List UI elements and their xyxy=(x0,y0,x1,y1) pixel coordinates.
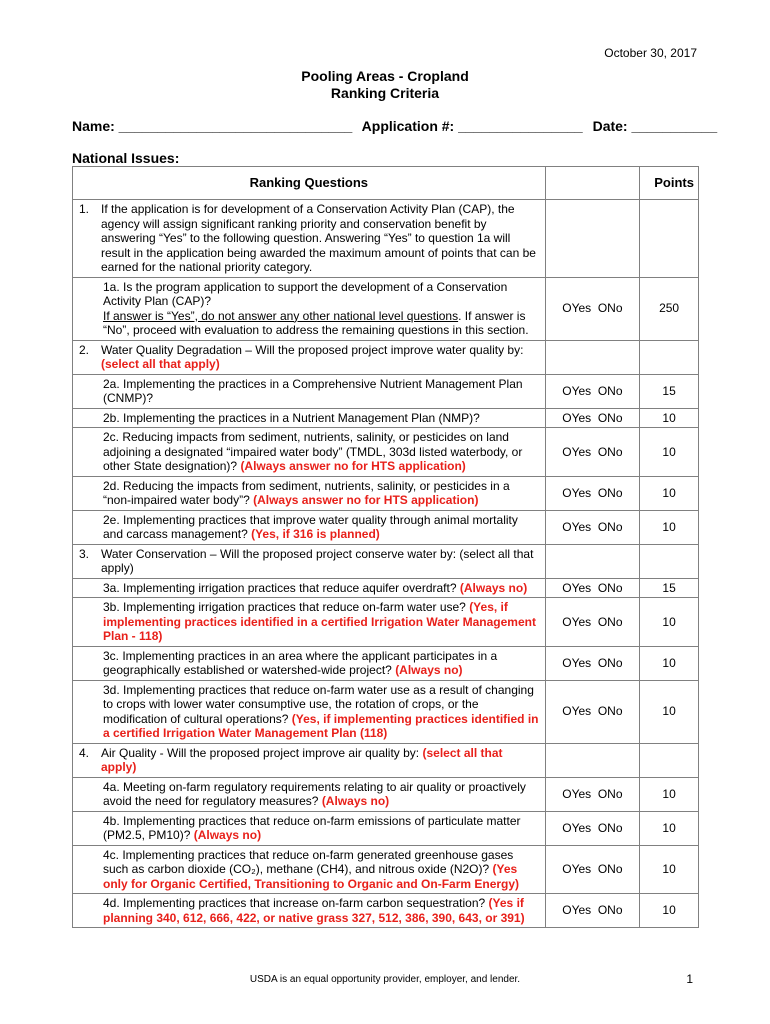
question-3a: 3a. Implementing irrigation practices that reduce aquifer overdraft? (Always no) xyxy=(73,578,546,598)
points-value: 10 xyxy=(640,598,699,647)
points-value: 10 xyxy=(640,476,699,510)
question-1a: 1a. Is the program application to support the development of a Conservation Activity Plan (CAP)? If answer is “Yes”, do not answer any other national level questions. If answer is “No”, proceed with evaluation to address the remaining questions in this section. xyxy=(73,277,546,340)
yes-no-radio[interactable] xyxy=(545,845,640,894)
no-option[interactable]: ONo xyxy=(597,410,623,425)
header-ranking-questions: Ranking Questions xyxy=(73,167,546,200)
table-header-row xyxy=(73,167,699,200)
table-row xyxy=(73,340,699,374)
date-field[interactable]: Date: ___________ xyxy=(592,118,718,134)
question-2c: 2c. Reducing impacts from sediment, nutrients, salinity, or pesticides on land adjoining a designated “impaired water body” (TMDL, 303d listed waterbody, or other State designation)? (Always answer no for HTS application) xyxy=(73,428,546,477)
question-text: If the application is for development of a Conservation Activity Plan (CAP), the agency will assign significant ranking priority and conservation benefit by answering “Yes” to the following question. Answering “Yes” to question 1a will result in the application being awarded the maximum amount of points that can be earned for the national priority category. xyxy=(101,202,536,274)
table-row xyxy=(73,777,699,811)
yes-no-radio[interactable] xyxy=(545,510,640,544)
footer-text: USDA is an equal opportunity provider, employer, and lender. xyxy=(249,974,521,985)
yes-no-radio[interactable] xyxy=(545,476,640,510)
name-field[interactable]: Name: ______________________________ xyxy=(72,118,353,134)
yes-option[interactable]: OYes xyxy=(562,614,592,629)
yes-no-radio[interactable] xyxy=(545,408,640,428)
question-2e: 2e. Implementing practices that improve water quality through animal mortality and carcass management? (Yes, if 316 is planned) xyxy=(73,510,546,544)
yes-option[interactable]: OYes xyxy=(562,301,592,316)
table-row xyxy=(73,811,699,845)
header-answer xyxy=(545,167,640,200)
yes-option[interactable]: OYes xyxy=(562,485,592,500)
no-option[interactable]: ONo xyxy=(597,704,623,719)
question-4a: 4a. Meeting on-farm regulatory requirements relating to air quality or proactively avoid the need for regulatory measures? (Always no) xyxy=(73,777,546,811)
points-value: 250 xyxy=(640,277,699,340)
table-row xyxy=(73,845,699,894)
points-value: 10 xyxy=(640,680,699,743)
table-row xyxy=(73,428,699,477)
table-row xyxy=(73,578,699,598)
question-2b: 2b. Implementing the practices in a Nutrient Management Plan (NMP)? xyxy=(73,408,546,428)
yes-no-radio[interactable] xyxy=(545,680,640,743)
document-date: October 30, 2017 xyxy=(604,46,697,60)
no-option[interactable]: ONo xyxy=(597,580,623,595)
table-row xyxy=(73,476,699,510)
no-option[interactable]: ONo xyxy=(597,444,623,459)
yes-option[interactable]: OYes xyxy=(562,519,592,534)
document-title xyxy=(0,68,770,102)
table-row xyxy=(73,646,699,680)
title-line-2: Ranking Criteria xyxy=(330,85,440,101)
points-value: 15 xyxy=(640,578,699,598)
table-row xyxy=(73,510,699,544)
question-3: 3. Water Conservation – Will the proposed project conserve water by: (select all that apply) xyxy=(73,544,546,578)
yes-option[interactable]: OYes xyxy=(562,704,592,719)
table-row xyxy=(73,408,699,428)
yes-no-radio[interactable] xyxy=(545,811,640,845)
no-option[interactable]: ONo xyxy=(597,485,623,500)
table-row xyxy=(73,894,699,928)
no-option[interactable]: ONo xyxy=(597,519,623,534)
table-row xyxy=(73,598,699,647)
points-value: 10 xyxy=(640,510,699,544)
yes-no-radio[interactable] xyxy=(545,277,640,340)
application-number-field[interactable]: Application #: ________________ xyxy=(361,118,583,134)
yes-no-radio[interactable] xyxy=(545,598,640,647)
question-number: 1. xyxy=(79,202,90,216)
section-heading: National Issues: xyxy=(72,150,180,166)
points-value: 10 xyxy=(640,777,699,811)
table-row xyxy=(73,544,699,578)
points-value: 10 xyxy=(640,811,699,845)
yes-option[interactable]: OYes xyxy=(562,903,592,918)
table-row xyxy=(73,277,699,340)
yes-option[interactable]: OYes xyxy=(562,862,592,876)
points-value: 10 xyxy=(640,845,699,894)
no-option[interactable]: ONo xyxy=(597,614,623,629)
points-value: 10 xyxy=(640,408,699,428)
table-row xyxy=(73,680,699,743)
question-2d: 2d. Reducing the impacts from sediment, nutrients, salinity, or pesticides in a “non-impaired water body”? (Always answer no for HTS application) xyxy=(73,476,546,510)
points-value: 10 xyxy=(640,646,699,680)
yes-option[interactable]: OYes xyxy=(562,410,592,425)
question-2: 2. Water Quality Degradation – Will the proposed project improve water quality by: (select all that apply) xyxy=(73,340,546,374)
table-row xyxy=(73,200,699,278)
no-option[interactable]: ONo xyxy=(597,820,623,835)
yes-option[interactable]: OYes xyxy=(562,383,592,398)
yes-no-radio[interactable] xyxy=(545,578,640,598)
points-value: 10 xyxy=(640,894,699,928)
question-2a: 2a. Implementing the practices in a Comprehensive Nutrient Management Plan (CNMP)? xyxy=(73,374,546,408)
no-option[interactable]: ONo xyxy=(597,655,623,670)
no-option[interactable]: ONo xyxy=(597,301,623,316)
ranking-table xyxy=(72,166,699,928)
yes-option[interactable]: OYes xyxy=(562,580,592,595)
yes-option[interactable]: OYes xyxy=(562,786,592,801)
yes-option[interactable]: OYes xyxy=(562,655,592,670)
no-option[interactable]: ONo xyxy=(597,383,623,398)
no-option[interactable]: ONo xyxy=(597,786,623,801)
no-option[interactable]: ONo xyxy=(597,903,623,918)
question-4c: 4c. Implementing practices that reduce on-farm generated greenhouse gases such as carbon dioxide (CO₂), methane (CH4), and nitrous oxide (N2O)? (Yes only for Organic Certified, Transitioning to Organic and On-Farm Energy) xyxy=(73,845,546,894)
table-row xyxy=(73,743,699,777)
question-4: 4. Air Quality - Will the proposed project improve air quality by: (select all that apply) xyxy=(73,743,546,777)
question-4b: 4b. Implementing practices that reduce on-farm emissions of particulate matter (PM2.5, PM10)? (Always no) xyxy=(73,811,546,845)
yes-no-radio[interactable] xyxy=(545,374,640,408)
points-value: 15 xyxy=(640,374,699,408)
question-3d: 3d. Implementing practices that reduce on-farm water use as a result of changing to crops with lower water consumptive use, the rotation of crops, or the modification of cultural operations? (Yes, if implementing practices identified in a certified Irrigation Water Management Plan (118) xyxy=(73,680,546,743)
question-3b: 3b. Implementing irrigation practices that reduce on-farm water use? (Yes, if implementing practices identified in a certified Irrigation Water Management Plan - 118) xyxy=(73,598,546,647)
title-line-1: Pooling Areas - Cropland xyxy=(301,68,469,84)
yes-no-radio[interactable] xyxy=(545,777,640,811)
question-1 xyxy=(73,200,546,278)
yes-option[interactable]: OYes xyxy=(562,444,592,459)
question-4d: 4d. Implementing practices that increase on-farm carbon sequestration? (Yes if planning 340, 612, 666, 422, or native grass 327, 512, 386, 390, 643, or 391) xyxy=(73,894,546,928)
applicant-fields xyxy=(72,118,723,134)
page-number: 1 xyxy=(686,972,693,986)
points-value: 10 xyxy=(640,428,699,477)
yes-no-radio[interactable] xyxy=(545,428,640,477)
yes-option[interactable]: OYes xyxy=(562,820,592,835)
question-3c: 3c. Implementing practices in an area where the applicant participates in a geographically established or watershed-wide project? (Always no) xyxy=(73,646,546,680)
table-row xyxy=(73,374,699,408)
no-option[interactable]: ONo xyxy=(597,862,623,876)
yes-no-radio[interactable] xyxy=(545,646,640,680)
header-points: Points xyxy=(640,167,699,200)
yes-no-radio[interactable] xyxy=(545,894,640,928)
